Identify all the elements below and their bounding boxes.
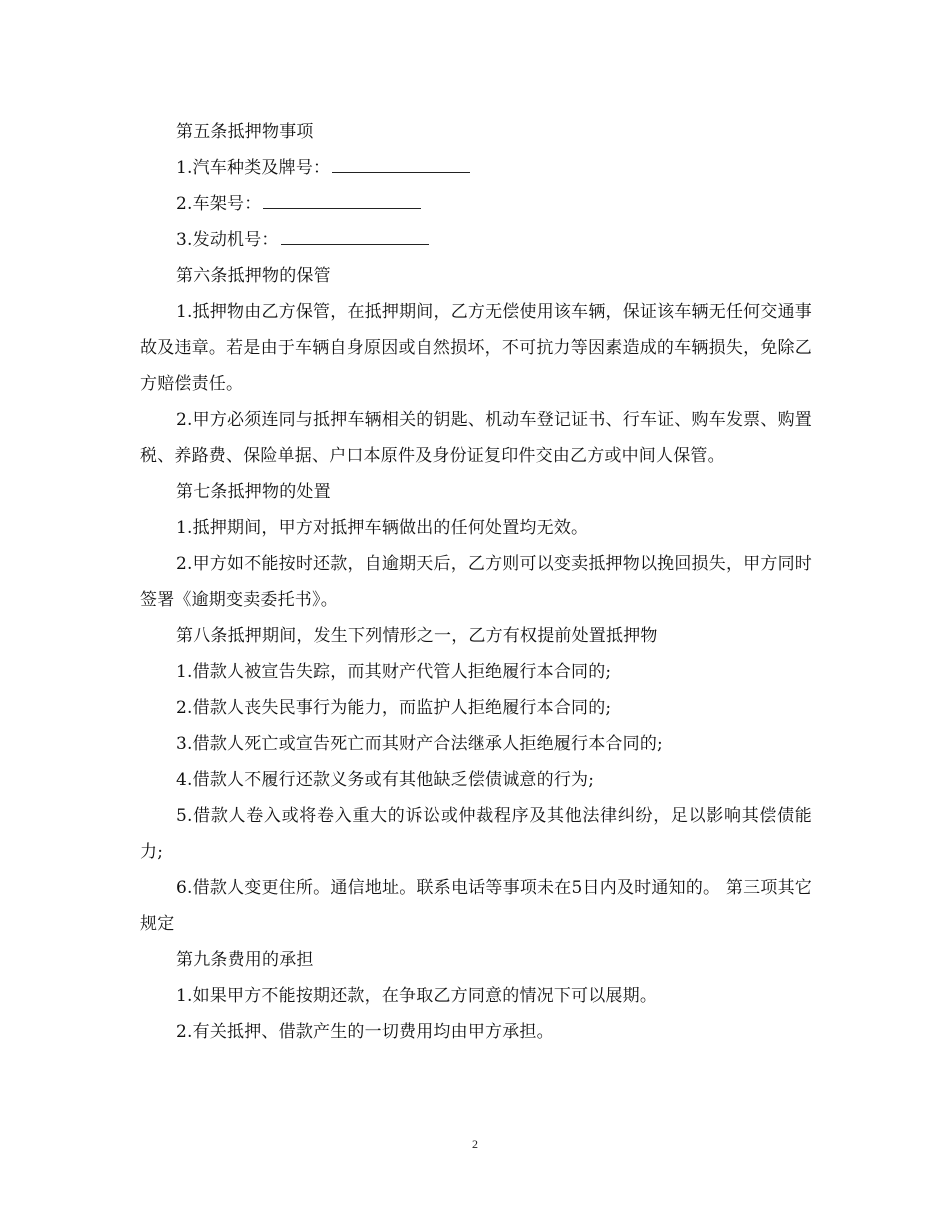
article-9-heading: 第九条费用的承担 [176,950,314,970]
vehicle-type-plate-line [140,150,812,186]
engine-number-label: 3.发动机号： [176,230,279,250]
chassis-number-line [140,186,812,222]
article-8-item-4: 4.借款人不履行还款义务或有其他缺乏偿债诚意的行为; [176,770,595,790]
article-7-clause-2: 2.甲方如不能按时还款，自逾期天后，乙方则可以变卖抵押物以挽回损失，甲方同时签署《逾期变卖委托书》。 [140,554,812,610]
article-6-heading: 第六条抵押物的保管 [176,266,331,286]
chassis-number-label: 2.车架号： [176,194,262,214]
article-7-heading: 第七条抵押物的处置 [176,482,331,502]
article-6-clause-1: 1.抵押物由乙方保管，在抵押期间，乙方无偿使用该车辆，保证该车辆无任何交通事故及违章。若是由于车辆自身原因或自然损坏，不可抗力等因素造成的车辆损失，免除乙方赔偿责任。 [140,302,812,394]
engine-number-line [140,222,812,258]
chassis-number-blank [263,188,421,209]
article-7-clause-1: 1.抵押期间，甲方对抵押车辆做出的任何处置均无效。 [176,518,589,538]
article-6-clause-2: 2.甲方必须连同与抵押车辆相关的钥匙、机动车登记证书、行车证、购车发票、购置税、养路费、保险单据、户口本原件及身份证复印件交由乙方或中间人保管。 [140,410,812,466]
article-8-item-3: 3.借款人死亡或宣告死亡而其财产合法继承人拒绝履行本合同的; [176,734,663,754]
article-8-item-5: 5.借款人卷入或将卷入重大的诉讼或仲裁程序及其他法律纠纷，足以影响其偿债能力; [140,806,812,862]
article-8-item-6: 6.借款人变更住所。通信地址。联系电话等事项未在5日内及时通知的。 第三项其它规定 [140,878,812,934]
article-8-heading: 第八条抵押期间，发生下列情形之一，乙方有权提前处置抵押物 [176,626,658,646]
article-5-heading: 第五条抵押物事项 [176,122,314,142]
article-8-item-1: 1.借款人被宣告失踪，而其财产代管人拒绝履行本合同的; [176,662,612,682]
engine-number-blank [281,224,429,245]
vehicle-type-plate-label: 1.汽车种类及牌号： [176,158,331,178]
article-8-item-2: 2.借款人丧失民事行为能力，而监护人拒绝履行本合同的; [176,698,612,718]
page-number: 2 [472,1137,478,1151]
article-9-clause-1: 1.如果甲方不能按期还款，在争取乙方同意的情况下可以展期。 [176,986,658,1006]
document-body [140,114,812,1050]
vehicle-type-plate-blank [332,152,470,173]
article-9-clause-2: 2.有关抵押、借款产生的一切费用均由甲方承担。 [176,1022,554,1042]
